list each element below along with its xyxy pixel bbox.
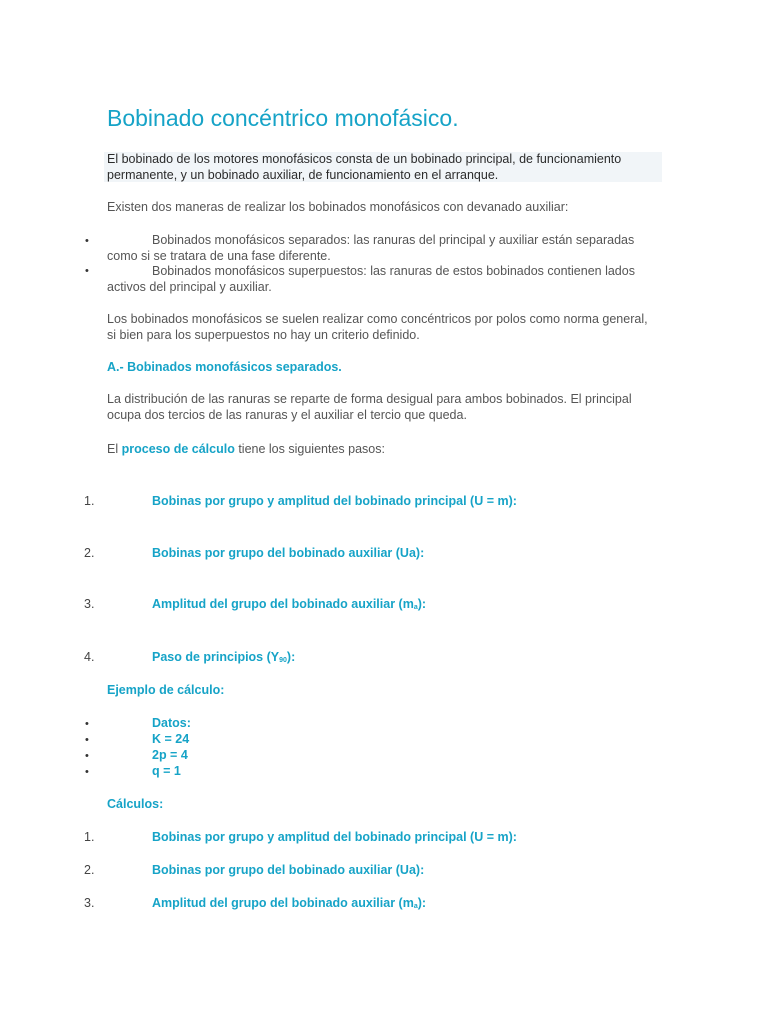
- step-number: 1.: [84, 494, 95, 508]
- process-prefix: El: [107, 442, 119, 456]
- bullet-icon: •: [85, 734, 89, 746]
- bullet-icon: •: [85, 718, 89, 730]
- distribution-line: ocupa dos tercios de las ranuras y el auxiliar el tercio que queda.: [107, 407, 467, 422]
- general-note-line: si bien para los superpuestos no hay un criterio definido.: [107, 327, 420, 342]
- process-suffix: tiene los siguientes pasos:: [238, 442, 385, 456]
- list-item-line: activos del principal y auxiliar.: [107, 279, 272, 294]
- calc-step-label: Bobinas por grupo del bobinado auxiliar (Ua):: [152, 863, 425, 877]
- step-label: Bobinas por grupo y amplitud del bobinado principal (U = m):: [152, 494, 517, 508]
- step-number: 4.: [84, 650, 95, 664]
- calc-step-label: Bobinas por grupo y amplitud del bobinado principal (U = m):: [152, 830, 517, 844]
- calc-step-number: 1.: [84, 830, 95, 844]
- step-label: Bobinas por grupo del bobinado auxiliar (Ua):: [152, 546, 425, 560]
- example-heading: Ejemplo de cálculo:: [107, 683, 225, 697]
- step-label: Paso de principios $(Y_{90})$:: [152, 650, 296, 664]
- data-item: K = 24: [152, 732, 190, 746]
- calc-heading: Cálculos:: [107, 797, 164, 811]
- bullet-icon: •: [85, 750, 89, 762]
- list-item-ways-1: [107, 233, 647, 264]
- bullet-icon: •: [85, 766, 89, 778]
- distribution-paragraph: [107, 392, 632, 423]
- distribution-line: La distribución de las ranuras se reparte de forma desigual para ambos bobinados. El principal: [107, 392, 632, 406]
- list-item-line: como si se tratara de una fase diferente.: [107, 248, 331, 263]
- calc-step-label: Amplitud del grupo del bobinado auxiliar $(m_a)$:: [152, 896, 427, 910]
- data-item: Datos:: [152, 716, 191, 730]
- general-note-line: Los bobinados monofásicos se suelen realizar como concéntricos por polos como norma general,: [107, 312, 648, 326]
- calc-step-number: 3.: [84, 896, 95, 910]
- process-paragraph: [107, 442, 385, 458]
- bullet-icon: •: [85, 235, 89, 247]
- process-highlight: proceso de cálculo: [121, 442, 235, 456]
- step-label: Amplitud del grupo del bobinado auxiliar $(m_a)$:: [152, 597, 427, 611]
- bullet-icon: •: [85, 265, 89, 277]
- list-item-ways-2: [107, 264, 647, 295]
- ways-intro: Existen dos maneras de realizar los bobinados monofásicos con devanado auxiliar:: [107, 200, 569, 214]
- data-item: q = 1: [152, 764, 181, 778]
- list-item-line: Bobinados monofásicos separados: las ranuras del principal y auxiliar están separadas: [152, 233, 635, 247]
- intro-paragraph: El bobinado de los motores monofásicos consta de un bobinado principal, de funcionamiento permanente, y un bobinado auxiliar, de funcionamiento en el arranque.: [107, 152, 622, 182]
- step-number: 3.: [84, 597, 95, 611]
- data-item: 2p = 4: [152, 748, 188, 762]
- section-a-heading: A.- Bobinados monofásicos separados.: [107, 360, 342, 374]
- page-title: Bobinado concéntrico monofásico.: [107, 105, 459, 131]
- calc-step-number: 2.: [84, 863, 95, 877]
- step-number: 2.: [84, 546, 95, 560]
- general-note: [107, 312, 648, 343]
- list-item-line: Bobinados monofásicos superpuestos: las ranuras de estos bobinados contienen lados: [152, 264, 635, 278]
